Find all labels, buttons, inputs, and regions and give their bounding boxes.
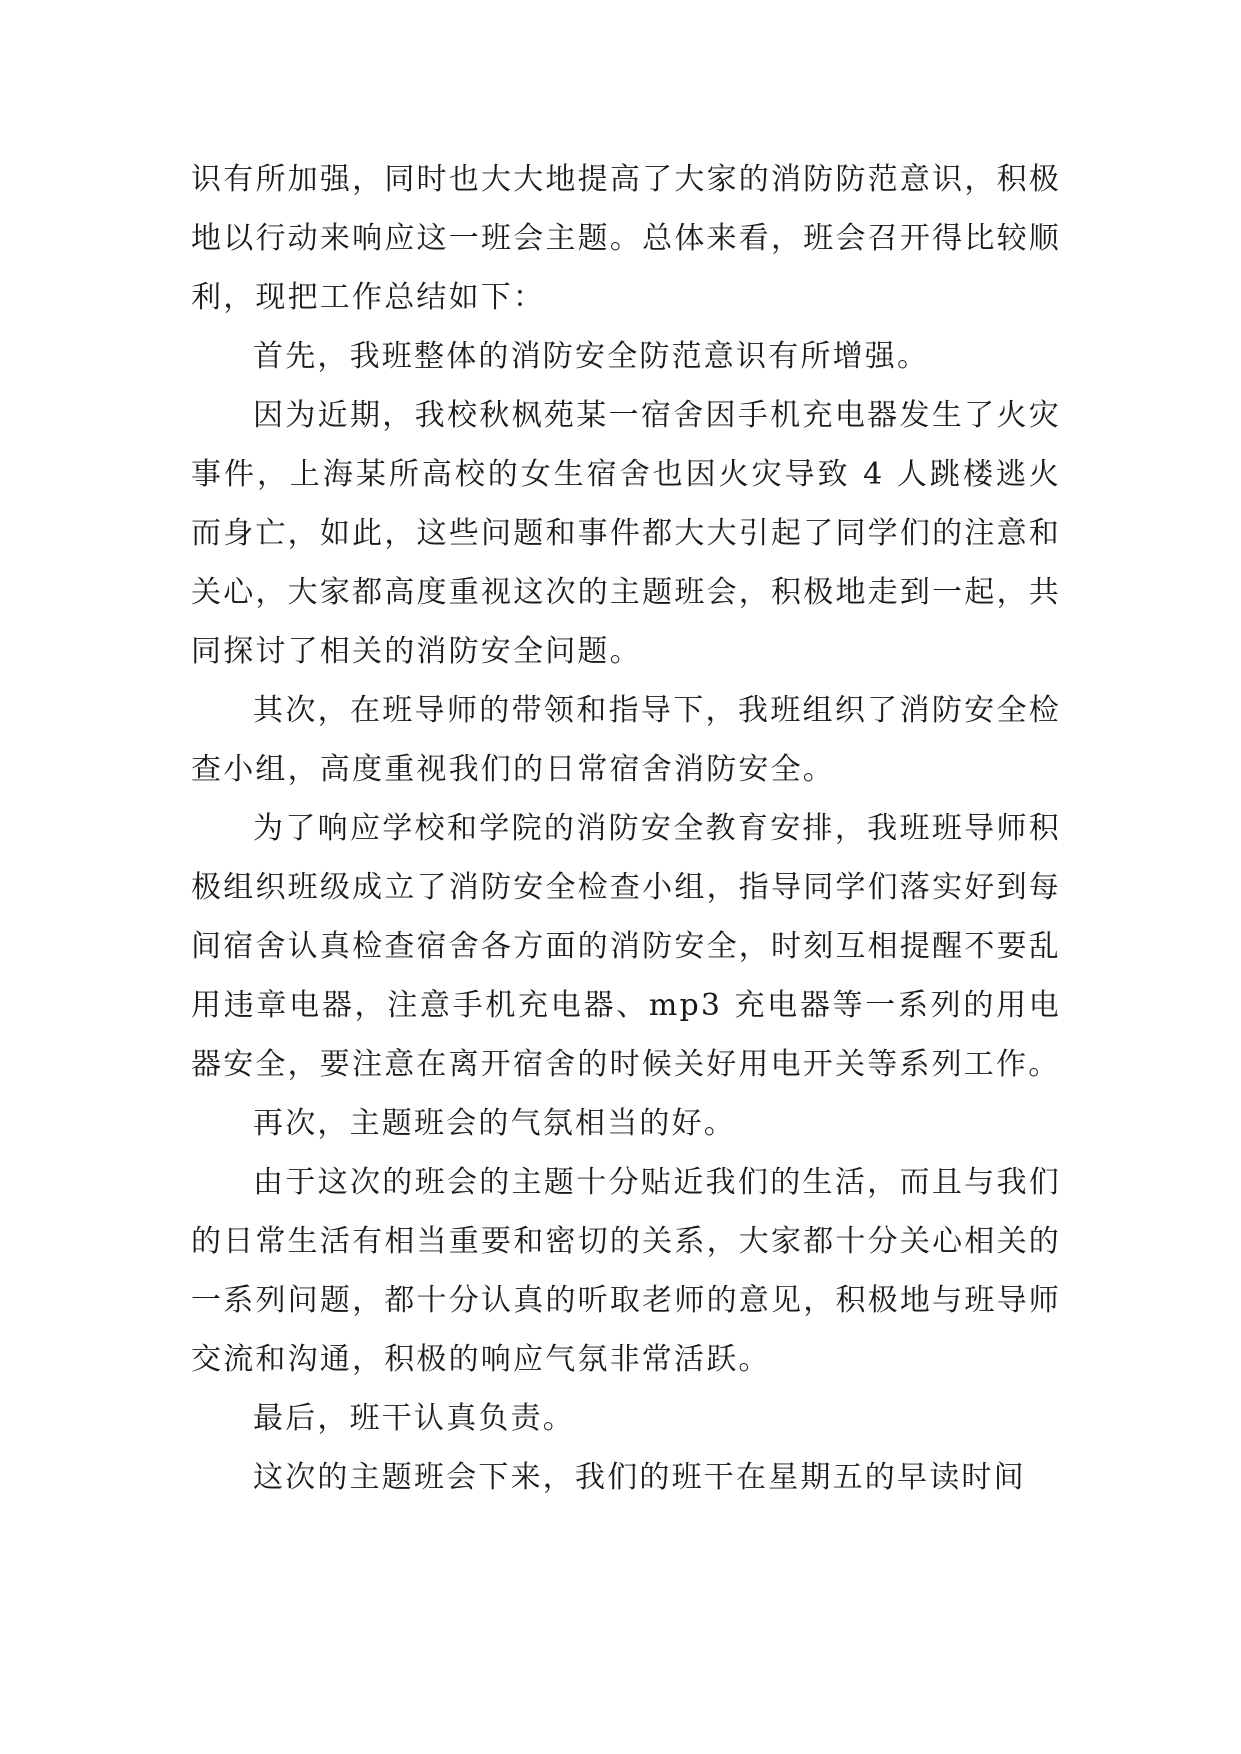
paragraph-second-point: 其次，在班导师的带领和指导下，我班组织了消防安全检查小组，高度重视我们的日常宿舍消防安全。 <box>191 693 1061 787</box>
document-body <box>191 150 1061 1507</box>
paragraph-first-point-detail: 因为近期，我校秋枫苑某一宿舍因手机充电器发生了火灾事件，上海某所高校的女生宿舍也因火灾导致 4 人跳楼逃火而身亡，如此，这些问题和事件都大大引起了同学们的注意和关心，大家都高度重视这次的主题班会，积极地走到一起，共同探讨了相关的消防安全问题。 <box>191 398 1061 669</box>
paragraph-third-point-detail: 由于这次的班会的主题十分贴近我们的生活，而且与我们的日常生活有相当重要和密切的关系，大家都十分关心相关的一系列问题，都十分认真的听取老师的意见，积极地与班导师交流和沟通，积极的响应气氛非常活跃。 <box>191 1165 1061 1377</box>
paragraph-fourth-point: 最后，班干认真负责。 <box>253 1401 575 1436</box>
paragraph-fourth-point-detail: 这次的主题班会下来，我们的班干在星期五的早读时间 <box>253 1460 1026 1495</box>
paragraph-first-point: 首先，我班整体的消防安全防范意识有所增强。 <box>253 339 930 374</box>
paragraph-second-point-detail: 为了响应学校和学院的消防安全教育安排，我班班导师积极组织班级成立了消防安全检查小组，指导同学们落实好到每间宿舍认真检查宿舍各方面的消防安全，时刻互相提醒不要乱用违章电器，注意手机充电器、mp3 充电器等一系列的用电器安全，要注意在离开宿舍的时候关好用电开关等系列工作。 <box>191 811 1061 1082</box>
paragraph-third-point: 再次，主题班会的气氛相当的好。 <box>253 1106 736 1141</box>
paragraph-continuation: 识有所加强，同时也大大地提高了大家的消防防范意识，积极地以行动来响应这一班会主题。总体来看，班会召开得比较顺利，现把工作总结如下： <box>191 162 1061 315</box>
